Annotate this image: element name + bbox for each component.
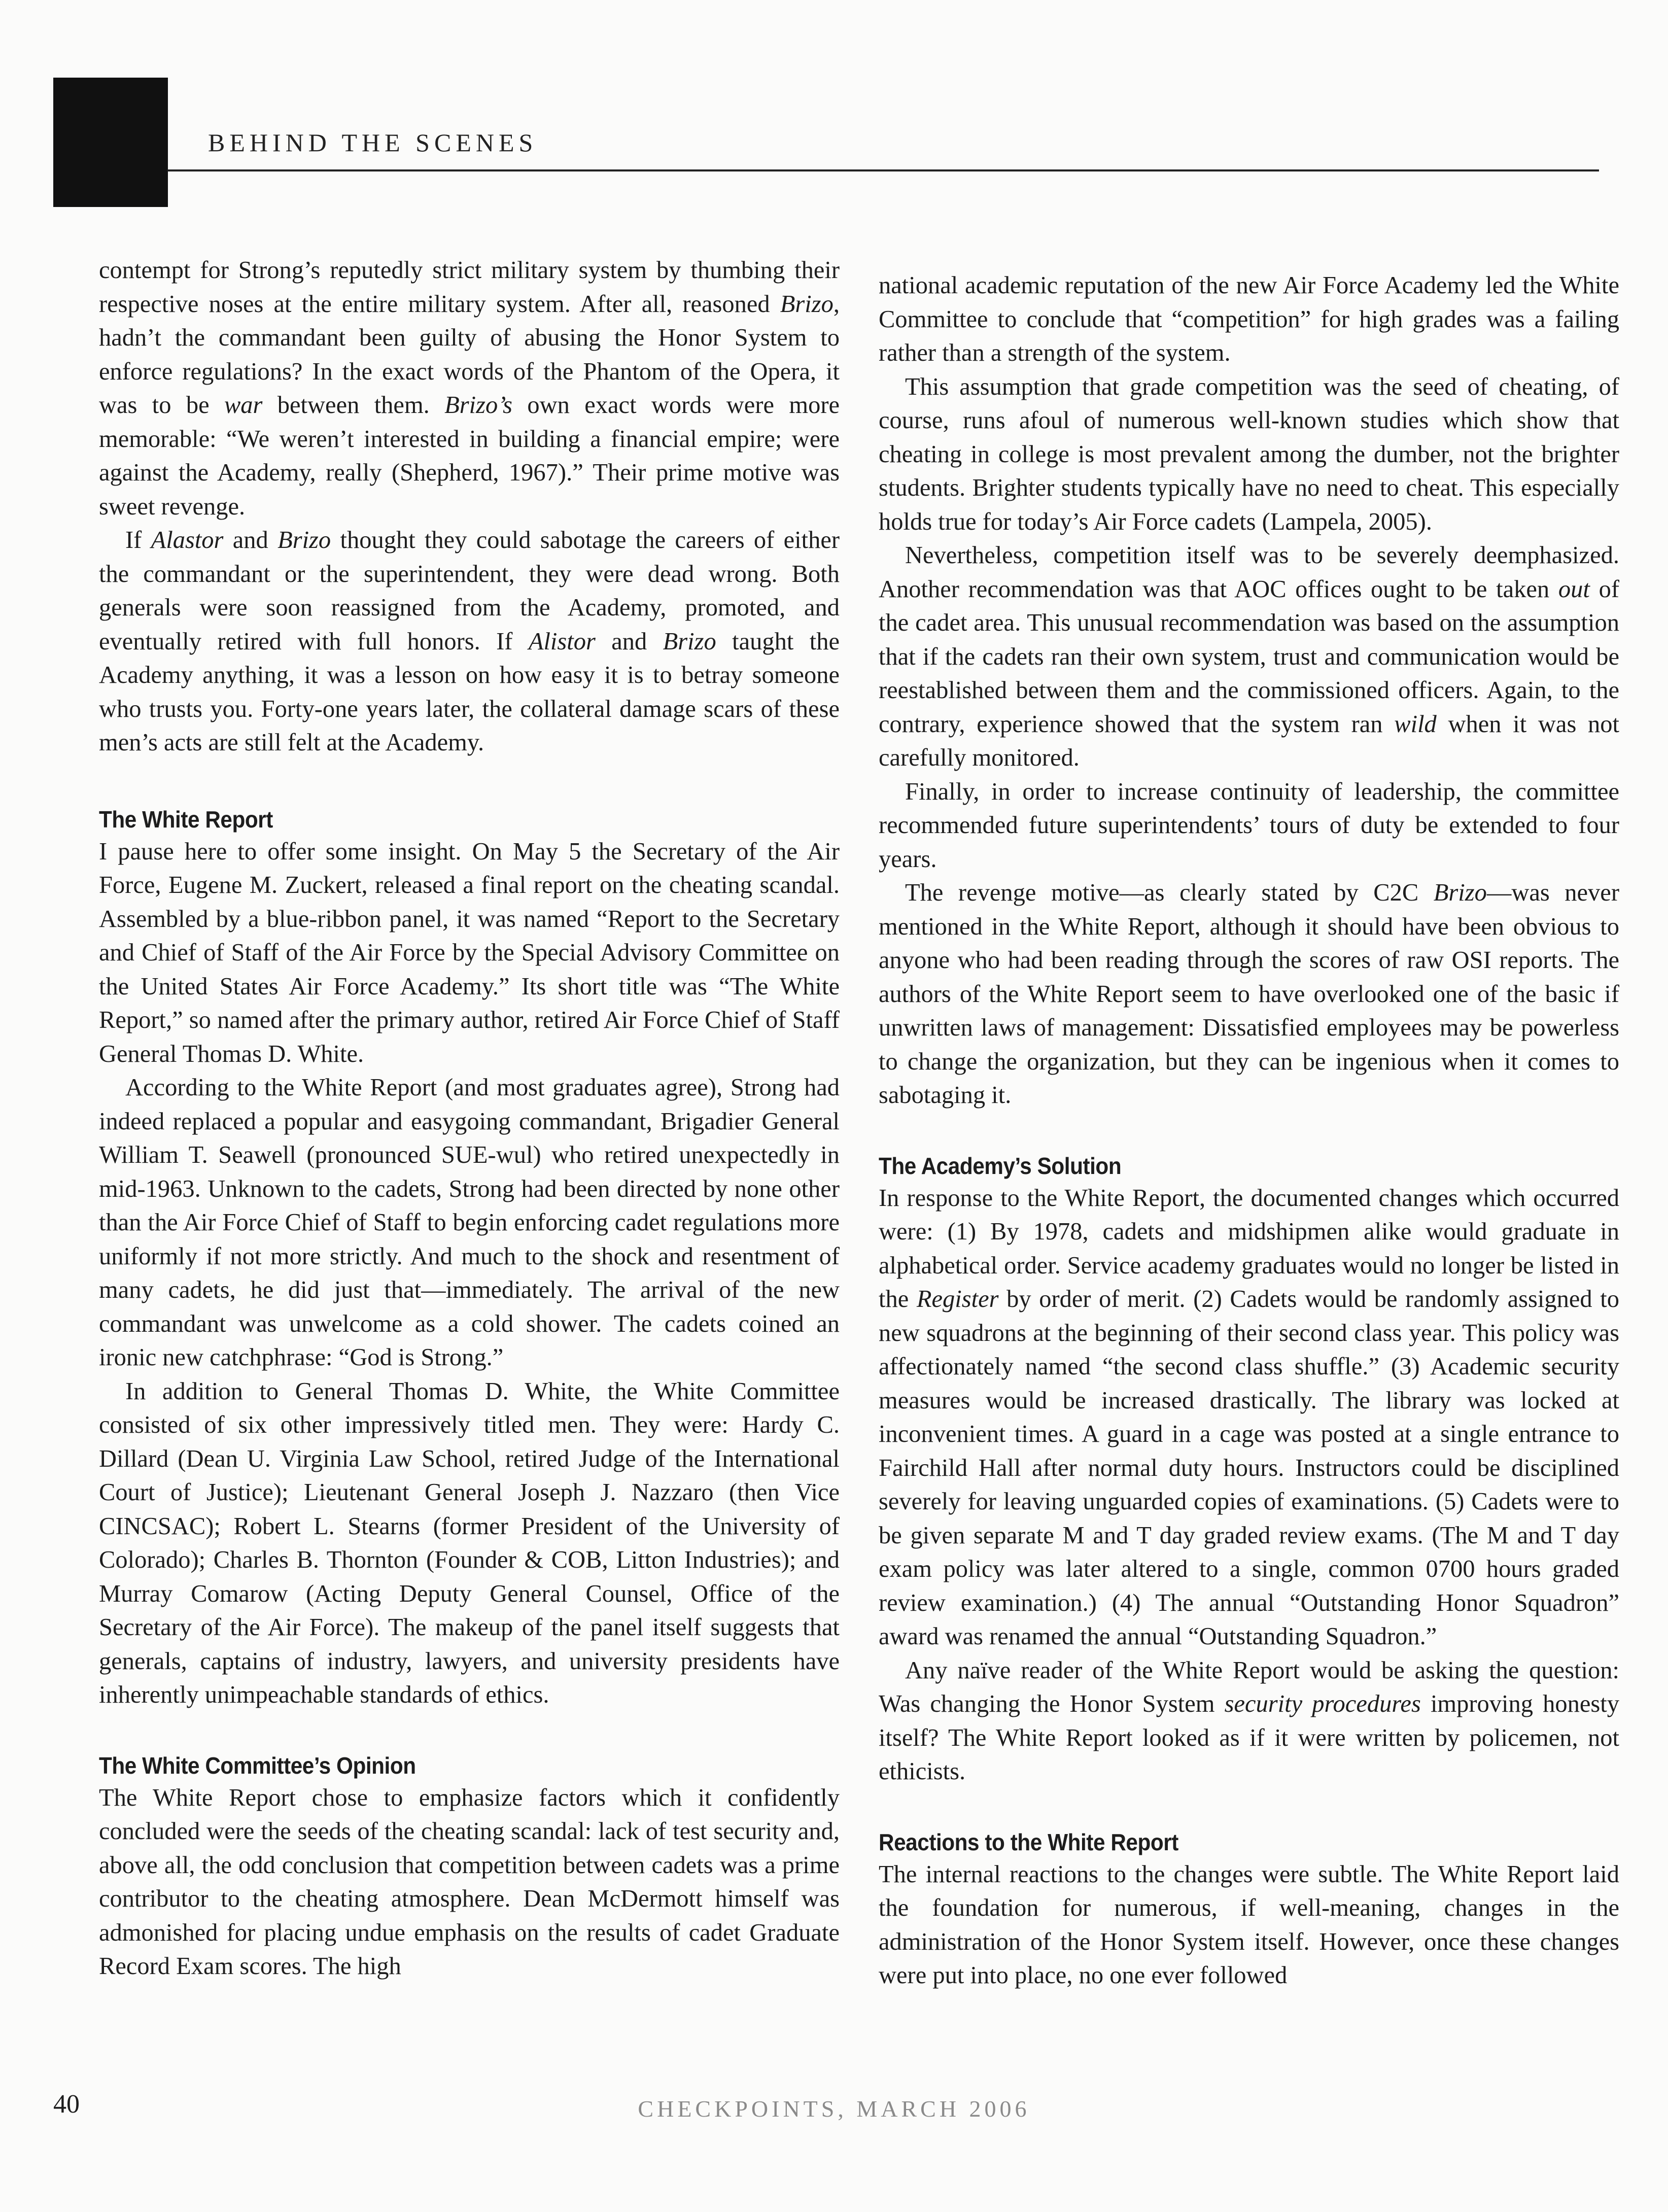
section-heading: The Academy’s Solution <box>879 1152 1122 1179</box>
paragraph: In response to the White Report, the documented changes which occurred were: (1) By 1978, cadets and midshipmen alike would graduate in alphabetical order. Service academy graduates would no longer be listed in the Register by order of merit. (2) Cadets would be randomly assigned to new squadrons at the beginning of their second class year. This policy was affectionately named “the second class shuffle.” (3) Academic security measures would be increased drastically. The library was locked at inconvenient times. A guard in a cage was posted at a single entrance to Fairchild Hall after normal duty hours. Instructors could be disciplined severely for leaving unguarded copies of examinations. (5) Cadets were to be given separate M and T day graded review exams. (The M and T day exam policy was later altered to a single, common 0700 hours graded review examination.) (4) The annual “Outstanding Honor Squadron” award was renamed the annual “Outstanding Squadron.” <box>879 1184 1619 1650</box>
italic-text: Brizo’s <box>444 392 513 419</box>
page-number: 40 <box>53 2090 80 2119</box>
italic-text: Brizo <box>663 628 716 655</box>
italic-text: security procedures <box>1224 1690 1421 1717</box>
italic-text: Brizo <box>780 290 833 318</box>
header-black-block <box>53 78 168 207</box>
paragraph: Any naïve reader of the White Report would be asking the question: Was changing the Honor System security procedures improving honesty itself? The White Report looked as if it were written by policemen, not ethicists. <box>879 1656 1620 1785</box>
italic-text: Alistor <box>528 628 596 655</box>
paragraph: In addition to General Thomas D. White, the White Committee consisted of six other impressively titled men. They were: Hardy C. Dillard (Dean U. Virginia Law School, retired Judge of the International Court of Justice); Lieutenant General Joseph J. Nazzaro (then Vice CINCSAC); Robert L. Stearns (former President of the University of Colorado); Charles B. Thornton (Founder & COB, Litton Industries); and Murray Comarow (Acting Deputy General Counsel, Office of the Secretary of the Air Force). The makeup of the panel itself suggests that generals, captains of industry, lawyers, and university presidents have inherently unimpeachable standards of ethics. <box>99 1377 840 1708</box>
paragraph: The White Report chose to emphasize factors which it confidently concluded were the seeds of the cheating scandal: lack of test security and, above all, the odd conclusion that competition between cadets was a prime contributor to the cheating atmosphere. Dean McDermott himself was admonished for placing undue emphasis on the results of cadet Graduate Record Exam scores. The high <box>99 1784 840 1980</box>
section-heading: Reactions to the White Report <box>879 1828 1178 1855</box>
paragraph: Finally, in order to increase continuity of leadership, the committee recommended future superintendents’ tours of duty be extended to four years. <box>879 778 1619 873</box>
paragraph: According to the White Report (and most graduates agree), Strong had indeed replaced a popular and easygoing commandant, Brigadier General William T. Seawell (pronounced SUE-wul) who retired unexpectedly in mid-1963. Unknown to the cadets, Strong had been directed by none other than the Air Force Chief of Staff to begin enforcing cadet regulations more uniformly if not more strictly. And much to the shock and resentment of many cadets, he did just that—immediately. The arrival of the new commandant was unwelcome as a cold shower. The cadets coined an ironic new catchphrase: “God is Strong.” <box>99 1074 840 1371</box>
paragraph: I pause here to offer some insight. On May 5 the Secretary of the Air Force, Eugene M. Zuckert, released a final report on the cheating scandal. Assembled by a blue-ribbon panel, it was named “Report to the Secretary and Chief of Staff of the Air Force by the Special Advisory Committee on the United States Air Force Academy.” Its short title was “The White Report,” so named after the primary author, retired Air Force Chief of Staff General Thomas D. White. <box>99 838 840 1067</box>
italic-text: Alastor <box>151 527 224 554</box>
italic-text: wild <box>1394 710 1437 738</box>
section-heading: The White Report <box>99 806 273 833</box>
paragraph: Nevertheless, competition itself was to be severely deemphasized. Another recommendation was that AOC offices ought to be taken out of the cadet area. This unusual recommendation was based on the assumption that if the cadets ran their own system, trust and communication would be reestablished between them and the commissioned officers. Again, to the contrary, experience showed that the system ran wild when it was not carefully monitored. <box>879 542 1620 771</box>
paragraph: If Alastor and Brizo thought they could sabotage the careers of either the commandant or the superintendent, they were dead wrong. Both generals were soon reassigned from the Academy, promoted, and eventually retired with full honors. If Alistor and Brizo taught the Academy anything, it was a lesson on how easy it is to betray someone who trusts you. Forty-one years later, the collateral damage scars of these men’s acts are still felt at the Academy. <box>99 527 840 756</box>
right-column <box>879 269 1619 1993</box>
section-heading: The White Committee’s Opinion <box>99 1752 416 1779</box>
italic-text: Brizo <box>1433 879 1487 906</box>
section-title: BEHIND THE SCENES <box>208 128 538 157</box>
paragraph: This assumption that grade competition was the seed of cheating, of course, runs afoul of numerous well-known studies which show that cheating in college is most prevalent among the dumber, not the brighter students. Brighter students typically have no need to cheat. This especially holds true for today’s Air Force cadets (Lampela, 2005). <box>879 373 1619 535</box>
italic-text: Register <box>916 1286 999 1312</box>
italic-text: war <box>224 392 263 419</box>
paragraph: The revenge motive—as clearly stated by C2C Brizo—was never mentioned in the White Report, although it should have been obvious to anyone who had been reading through the scores of raw OSI reports. The authors of the White Report seem to have overlooked one of the basic if unwritten laws of management: Dissatisfied employees may be powerless to change the organization, but they can be ingenious when it comes to sabotaging it. <box>879 879 1619 1109</box>
paragraph: contempt for Strong’s reputedly strict military system by thumbing their respective noses at the entire military system. After all, reasoned Brizo, hadn’t the commandant been guilty of abusing the Honor System to enforce regulations? In the exact words of the Phantom of the Opera, it was to be war between them. Brizo’s own exact words were more memorable: “We weren’t interested in building a financial empire; were against the Academy, really (Shepherd, 1967).” Their prime motive was sweet revenge. <box>99 257 840 520</box>
footer-publication: CHECKPOINTS, MARCH 2006 <box>638 2096 1030 2122</box>
left-column <box>99 254 840 1984</box>
italic-text: Brizo <box>277 527 331 554</box>
paragraph: national academic reputation of the new Air Force Academy led the White Committee to conclude that “competition” for high grades was a failing rather than a strength of the system. <box>879 272 1619 366</box>
italic-text: out <box>1558 575 1590 603</box>
paragraph: The internal reactions to the changes were subtle. The White Report laid the foundation for numerous, if well-meaning, changes in the administration of the Honor System itself. However, once these changes were put into place, no one ever followed <box>879 1860 1619 1989</box>
header-rule <box>167 169 1599 171</box>
